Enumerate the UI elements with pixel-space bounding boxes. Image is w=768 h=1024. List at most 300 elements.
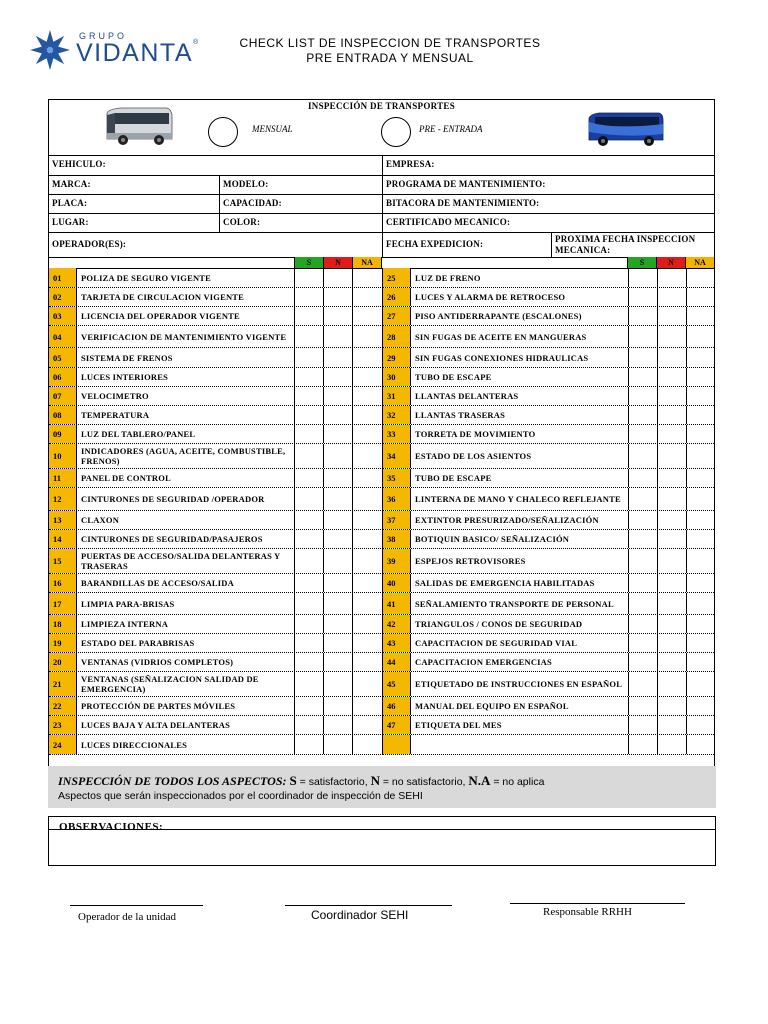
- check-not-satisfactory-cell[interactable]: [657, 549, 686, 573]
- check-not-applicable-cell[interactable]: [352, 549, 381, 573]
- item-label: TARJETA DE CIRCULACION VIGENTE: [76, 288, 294, 306]
- check-satisfactory-cell[interactable]: [294, 348, 323, 367]
- hr-signature-line[interactable]: [510, 903, 685, 904]
- check-not-satisfactory-cell[interactable]: [657, 368, 686, 386]
- logo-brand-name: VIDANTA: [76, 39, 193, 67]
- check-satisfactory-cell[interactable]: [628, 368, 657, 386]
- checklist-item: [49, 593, 381, 615]
- info-row-vehicle: [49, 156, 714, 176]
- check-satisfactory-cell[interactable]: [628, 716, 657, 734]
- check-not-satisfactory-cell[interactable]: [323, 368, 352, 386]
- check-not-applicable-cell[interactable]: [352, 406, 381, 424]
- check-not-satisfactory-cell[interactable]: [657, 387, 686, 405]
- check-not-applicable-cell[interactable]: [686, 574, 715, 592]
- company-field[interactable]: EMPRESA:: [386, 159, 435, 169]
- check-not-satisfactory-cell[interactable]: [657, 469, 686, 487]
- item-label: LICENCIA DEL OPERADOR VIGENTE: [76, 307, 294, 325]
- check-not-satisfactory-cell[interactable]: [657, 307, 686, 325]
- plate-field[interactable]: PLACA:: [52, 198, 88, 208]
- check-not-applicable-cell[interactable]: [686, 326, 715, 347]
- check-not-applicable-cell[interactable]: [686, 387, 715, 405]
- check-satisfactory-cell[interactable]: [628, 549, 657, 573]
- checklist-item: [383, 634, 714, 653]
- check-not-satisfactory-cell[interactable]: [323, 307, 352, 325]
- capacity-field[interactable]: CAPACIDAD:: [223, 198, 282, 208]
- check-not-applicable-cell[interactable]: [686, 672, 715, 696]
- check-not-applicable-cell[interactable]: [352, 716, 381, 734]
- check-not-applicable-cell[interactable]: [352, 735, 381, 754]
- item-label: ESTADO DE LOS ASIENTOS: [410, 444, 628, 468]
- check-not-applicable-cell[interactable]: [352, 488, 381, 510]
- item-label: ETIQUETADO DE INSTRUCCIONES EN ESPAÑOL: [410, 672, 628, 696]
- check-satisfactory-cell[interactable]: [628, 672, 657, 696]
- item-number: 26: [383, 288, 410, 306]
- item-label: LIMPIA PARA-BRISAS: [76, 593, 294, 614]
- legend-divider: [381, 257, 382, 268]
- checklist-item: [49, 425, 381, 444]
- check-not-applicable-cell[interactable]: [686, 615, 715, 633]
- item-number: 23: [49, 716, 76, 734]
- check-satisfactory-cell[interactable]: [294, 574, 323, 592]
- brand-field[interactable]: MARCA:: [52, 179, 91, 189]
- check-not-satisfactory-cell[interactable]: [657, 615, 686, 633]
- check-not-applicable-cell[interactable]: [352, 530, 381, 548]
- check-satisfactory-cell[interactable]: [294, 469, 323, 487]
- check-satisfactory-cell[interactable]: [294, 326, 323, 347]
- item-number: 13: [49, 511, 76, 529]
- check-not-satisfactory-cell[interactable]: [323, 549, 352, 573]
- check-not-applicable-cell[interactable]: [686, 406, 715, 424]
- check-not-applicable-cell[interactable]: [352, 348, 381, 367]
- check-satisfactory-cell[interactable]: [628, 326, 657, 347]
- check-not-applicable-cell[interactable]: [352, 368, 381, 386]
- check-satisfactory-cell[interactable]: [628, 425, 657, 443]
- item-number: 22: [49, 697, 76, 715]
- item-label: LLANTAS TRASERAS: [410, 406, 628, 424]
- next-inspection-date-field[interactable]: PROXIMA FECHA INSPECCION MECANICA:: [555, 234, 696, 255]
- item-number: 46: [383, 697, 410, 715]
- check-satisfactory-cell[interactable]: [628, 574, 657, 592]
- check-not-satisfactory-cell[interactable]: [657, 716, 686, 734]
- item-number: 45: [383, 672, 410, 696]
- item-number: 24: [49, 735, 76, 754]
- check-satisfactory-cell[interactable]: [294, 307, 323, 325]
- check-satisfactory-cell[interactable]: [628, 444, 657, 468]
- check-satisfactory-cell[interactable]: [294, 387, 323, 405]
- check-not-satisfactory-cell[interactable]: [657, 653, 686, 671]
- color-field[interactable]: COLOR:: [223, 217, 261, 227]
- check-not-satisfactory-cell[interactable]: [323, 653, 352, 671]
- checklist-item: [49, 716, 381, 735]
- check-satisfactory-cell[interactable]: [294, 511, 323, 529]
- location-field[interactable]: LUGAR:: [52, 217, 89, 227]
- check-not-satisfactory-cell[interactable]: [657, 672, 686, 696]
- check-not-satisfactory-cell[interactable]: [657, 406, 686, 424]
- notes-na-text: = no aplica: [490, 776, 545, 788]
- check-not-applicable-cell[interactable]: [352, 444, 381, 468]
- item-number: 14: [49, 530, 76, 548]
- check-satisfactory-cell[interactable]: [628, 288, 657, 306]
- check-not-satisfactory-cell[interactable]: [323, 387, 352, 405]
- tour-bus-icon: [585, 108, 665, 150]
- checklist-item: [49, 348, 381, 368]
- item-label: INDICADORES (AGUA, ACEITE, COMBUSTIBLE, FRENOS): [76, 444, 294, 468]
- checklist-item: [383, 307, 714, 326]
- item-number: 08: [49, 406, 76, 424]
- check-not-applicable-cell[interactable]: [352, 469, 381, 487]
- check-not-satisfactory-cell[interactable]: [323, 348, 352, 367]
- check-not-satisfactory-cell[interactable]: [657, 697, 686, 715]
- item-label: SIN FUGAS CONEXIONES HIDRAULICAS: [410, 348, 628, 367]
- checklist-right: [382, 268, 714, 755]
- item-number: 32: [383, 406, 410, 424]
- check-not-satisfactory-cell[interactable]: [657, 634, 686, 652]
- item-number: 04: [49, 326, 76, 347]
- item-label: TUBO DE ESCAPE: [410, 469, 628, 487]
- check-not-applicable-cell[interactable]: [352, 593, 381, 614]
- item-label: SIN FUGAS DE ACEITE EN MANGUERAS: [410, 326, 628, 347]
- check-not-applicable-cell[interactable]: [352, 288, 381, 306]
- check-not-applicable-cell[interactable]: [686, 735, 715, 754]
- item-number: [383, 735, 410, 754]
- check-not-applicable-cell[interactable]: [686, 653, 715, 671]
- observations-box[interactable]: [48, 816, 716, 866]
- item-number: 15: [49, 549, 76, 573]
- logo-registered-mark: ®: [193, 39, 199, 46]
- check-satisfactory-cell[interactable]: [294, 716, 323, 734]
- monthly-option-label: MENSUAL: [252, 124, 293, 134]
- item-label: SEÑALAMIENTO TRANSPORTE DE PERSONAL: [410, 593, 628, 614]
- item-label: TRIANGULOS / CONOS DE SEGURIDAD: [410, 615, 628, 633]
- check-not-satisfactory-cell[interactable]: [323, 672, 352, 696]
- item-label: TEMPERATURA: [76, 406, 294, 424]
- checklist-item: [49, 444, 381, 469]
- banner-title: INSPECCIÓN DE TRANSPORTES: [307, 101, 456, 111]
- check-not-satisfactory-cell[interactable]: [657, 593, 686, 614]
- legend-not-applicable: NA: [685, 257, 714, 268]
- check-not-satisfactory-cell[interactable]: [657, 288, 686, 306]
- notes-n-key: N: [370, 773, 380, 788]
- item-number: 28: [383, 326, 410, 347]
- notes-na-key: N.A: [468, 773, 491, 788]
- checklist-item: [49, 634, 381, 653]
- check-not-satisfactory-cell[interactable]: [657, 268, 686, 287]
- checklist-item: [49, 653, 381, 672]
- item-number: 33: [383, 425, 410, 443]
- item-number: 47: [383, 716, 410, 734]
- checklist-item: [383, 735, 714, 755]
- notes-n-text: = no satisfactorio,: [379, 776, 469, 788]
- item-number: 06: [49, 368, 76, 386]
- check-not-applicable-cell[interactable]: [686, 348, 715, 367]
- check-satisfactory-cell[interactable]: [294, 653, 323, 671]
- check-not-applicable-cell[interactable]: [686, 288, 715, 306]
- item-label: VERIFICACION DE MANTENIMIENTO VIGENTE: [76, 326, 294, 347]
- check-not-applicable-cell[interactable]: [352, 307, 381, 325]
- check-not-applicable-cell[interactable]: [352, 634, 381, 652]
- item-label: MANUAL DEL EQUIPO EN ESPAÑOL: [410, 697, 628, 715]
- item-number: 30: [383, 368, 410, 386]
- check-not-satisfactory-cell[interactable]: [657, 425, 686, 443]
- check-satisfactory-cell[interactable]: [628, 348, 657, 367]
- item-number: 05: [49, 348, 76, 367]
- item-label: LUCES INTERIORES: [76, 368, 294, 386]
- check-not-satisfactory-cell[interactable]: [323, 593, 352, 614]
- item-label: LINTERNA DE MANO Y CHALECO REFLEJANTE: [410, 488, 628, 510]
- checklist-item: [49, 697, 381, 716]
- check-not-satisfactory-cell[interactable]: [323, 425, 352, 443]
- check-satisfactory-cell[interactable]: [628, 697, 657, 715]
- item-label: CAPACITACION EMERGENCIAS: [410, 653, 628, 671]
- legend-satisfactory: S: [627, 257, 656, 268]
- check-not-applicable-cell[interactable]: [686, 488, 715, 510]
- check-not-satisfactory-cell[interactable]: [657, 348, 686, 367]
- checklist-item: [383, 288, 714, 307]
- check-not-satisfactory-cell[interactable]: [657, 530, 686, 548]
- check-satisfactory-cell[interactable]: [294, 593, 323, 614]
- check-not-applicable-cell[interactable]: [352, 615, 381, 633]
- check-not-satisfactory-cell[interactable]: [323, 511, 352, 529]
- check-not-applicable-cell[interactable]: [352, 653, 381, 671]
- check-not-satisfactory-cell[interactable]: [657, 511, 686, 529]
- check-not-satisfactory-cell[interactable]: [323, 268, 352, 287]
- check-not-satisfactory-cell[interactable]: [657, 444, 686, 468]
- check-not-applicable-cell[interactable]: [352, 268, 381, 287]
- checklist-item: [49, 530, 381, 549]
- check-not-applicable-cell[interactable]: [686, 368, 715, 386]
- legend-not-satisfactory: N: [323, 257, 352, 268]
- model-field[interactable]: MODELO:: [223, 179, 269, 189]
- item-number: 44: [383, 653, 410, 671]
- check-satisfactory-cell[interactable]: [628, 406, 657, 424]
- operator-signature-line[interactable]: [70, 905, 203, 906]
- check-satisfactory-cell[interactable]: [628, 387, 657, 405]
- item-number: 07: [49, 387, 76, 405]
- item-number: 19: [49, 634, 76, 652]
- item-label: POLIZA DE SEGURO VIGENTE: [76, 268, 294, 287]
- checklist-item: [49, 469, 381, 488]
- check-satisfactory-cell[interactable]: [294, 488, 323, 510]
- item-number: 37: [383, 511, 410, 529]
- document-title: CHECK LIST DE INSPECCION DE TRANSPORTES: [239, 36, 541, 50]
- check-satisfactory-cell[interactable]: [628, 735, 657, 754]
- check-not-applicable-cell[interactable]: [686, 593, 715, 614]
- checklist-item: [49, 672, 381, 697]
- check-satisfactory-cell[interactable]: [294, 268, 323, 287]
- vidanta-logo: [28, 28, 208, 74]
- check-satisfactory-cell[interactable]: [628, 268, 657, 287]
- check-satisfactory-cell[interactable]: [628, 530, 657, 548]
- operator-signature-label: Operador de la unidad: [78, 911, 177, 923]
- check-not-applicable-cell[interactable]: [686, 697, 715, 715]
- operators-field[interactable]: OPERADOR(ES):: [52, 239, 127, 249]
- item-number: 10: [49, 444, 76, 468]
- check-satisfactory-cell[interactable]: [294, 615, 323, 633]
- checklist-item: [383, 268, 714, 288]
- check-not-applicable-cell[interactable]: [686, 444, 715, 468]
- checklist-left: [49, 268, 381, 755]
- check-satisfactory-cell[interactable]: [294, 634, 323, 652]
- inspection-banner: [49, 100, 714, 156]
- checklist-item: [49, 615, 381, 634]
- check-not-applicable-cell[interactable]: [352, 387, 381, 405]
- maintenance-program-field[interactable]: PROGRAMA DE MANTENIMIENTO:: [386, 179, 546, 189]
- check-satisfactory-cell[interactable]: [628, 307, 657, 325]
- item-number: 29: [383, 348, 410, 367]
- notes-s-key: S: [289, 773, 297, 788]
- item-label: CINTURONES DE SEGURIDAD/PASAJEROS: [76, 530, 294, 548]
- checklist-item: [383, 444, 714, 469]
- checklist-item: [383, 672, 714, 697]
- info-row-brand: [49, 176, 714, 195]
- item-label: TUBO DE ESCAPE: [410, 368, 628, 386]
- check-not-satisfactory-cell[interactable]: [323, 697, 352, 715]
- checklist-item: [383, 574, 714, 593]
- item-number: 16: [49, 574, 76, 592]
- mechanical-certificate-field[interactable]: CERTIFICADO MECANICO:: [386, 217, 511, 227]
- monthly-option-circle[interactable]: [208, 117, 238, 147]
- checklist-item: [383, 387, 714, 406]
- checklist-item: [49, 406, 381, 425]
- inspection-form: [48, 99, 715, 767]
- item-label: LLANTAS DELANTERAS: [410, 387, 628, 405]
- item-number: 01: [49, 268, 76, 287]
- check-not-satisfactory-cell[interactable]: [323, 735, 352, 754]
- check-not-applicable-cell[interactable]: [686, 268, 715, 287]
- check-satisfactory-cell[interactable]: [294, 735, 323, 754]
- item-number: 41: [383, 593, 410, 614]
- checklist-item: [49, 288, 381, 307]
- checklist-item: [383, 326, 714, 348]
- item-label: BOTIQUIN BASICO/ SEÑALIZACIÓN: [410, 530, 628, 548]
- checklist-item: [383, 425, 714, 444]
- check-satisfactory-cell[interactable]: [294, 425, 323, 443]
- check-satisfactory-cell[interactable]: [294, 697, 323, 715]
- check-not-satisfactory-cell[interactable]: [323, 288, 352, 306]
- item-number: 36: [383, 488, 410, 510]
- check-not-applicable-cell[interactable]: [352, 425, 381, 443]
- check-not-satisfactory-cell[interactable]: [657, 488, 686, 510]
- check-not-satisfactory-cell[interactable]: [323, 574, 352, 592]
- maintenance-log-field[interactable]: BITACORA DE MANTENIMIENTO:: [386, 198, 540, 208]
- item-number: 21: [49, 672, 76, 696]
- item-label: ESPEJOS RETROVISORES: [410, 549, 628, 573]
- coordinator-signature-line[interactable]: [285, 905, 452, 906]
- item-label: SISTEMA DE FRENOS: [76, 348, 294, 367]
- legend-not-applicable: NA: [352, 257, 381, 268]
- checklist-item: [49, 387, 381, 406]
- check-not-applicable-cell[interactable]: [686, 549, 715, 573]
- checklist-item: [49, 268, 381, 288]
- check-satisfactory-cell[interactable]: [628, 511, 657, 529]
- item-number: 09: [49, 425, 76, 443]
- checklist-item: [383, 488, 714, 511]
- checklist-item: [383, 511, 714, 530]
- check-not-satisfactory-cell[interactable]: [323, 469, 352, 487]
- document-subtitle: PRE ENTRADA Y MENSUAL: [306, 51, 474, 65]
- item-label: SALIDAS DE EMERGENCIA HABILITADAS: [410, 574, 628, 592]
- check-satisfactory-cell[interactable]: [294, 406, 323, 424]
- item-label: PISO ANTIDERRAPANTE (ESCALONES): [410, 307, 628, 325]
- check-not-satisfactory-cell[interactable]: [323, 444, 352, 468]
- check-not-applicable-cell[interactable]: [352, 672, 381, 696]
- item-label: VENTANAS (SEÑALIZACION SALIDAD DE EMERGENCIA): [76, 672, 294, 696]
- check-satisfactory-cell[interactable]: [294, 444, 323, 468]
- item-label: EXTINTOR PRESURIZADO/SEÑALIZACIÓN: [410, 511, 628, 529]
- check-not-satisfactory-cell[interactable]: [657, 574, 686, 592]
- check-not-applicable-cell[interactable]: [352, 326, 381, 347]
- check-not-satisfactory-cell[interactable]: [657, 326, 686, 347]
- check-not-satisfactory-cell[interactable]: [323, 326, 352, 347]
- check-satisfactory-cell[interactable]: [628, 593, 657, 614]
- check-satisfactory-cell[interactable]: [294, 549, 323, 573]
- checklist-item: [49, 574, 381, 593]
- item-number: 39: [383, 549, 410, 573]
- check-not-applicable-cell[interactable]: [352, 511, 381, 529]
- check-not-applicable-cell[interactable]: [686, 511, 715, 529]
- check-not-applicable-cell[interactable]: [686, 425, 715, 443]
- info-row-location: [49, 214, 714, 233]
- notes-heading: INSPECCIÓN DE TODOS LOS ASPECTOS:: [58, 774, 287, 788]
- checklist-item: [49, 307, 381, 326]
- check-satisfactory-cell[interactable]: [628, 634, 657, 652]
- item-label: LUCES Y ALARMA DE RETROCESO: [410, 288, 628, 306]
- check-satisfactory-cell[interactable]: [628, 615, 657, 633]
- check-not-satisfactory-cell[interactable]: [657, 735, 686, 754]
- check-not-applicable-cell[interactable]: [686, 634, 715, 652]
- item-label: PANEL DE CONTROL: [76, 469, 294, 487]
- check-not-satisfactory-cell[interactable]: [323, 716, 352, 734]
- check-satisfactory-cell[interactable]: [294, 288, 323, 306]
- check-not-applicable-cell[interactable]: [686, 307, 715, 325]
- item-number: 43: [383, 634, 410, 652]
- check-not-applicable-cell[interactable]: [352, 697, 381, 715]
- check-satisfactory-cell[interactable]: [294, 530, 323, 548]
- item-number: 17: [49, 593, 76, 614]
- pre-entry-option-circle[interactable]: [381, 117, 411, 147]
- checklist-item: [383, 697, 714, 716]
- check-not-applicable-cell[interactable]: [686, 469, 715, 487]
- check-satisfactory-cell[interactable]: [628, 653, 657, 671]
- item-number: 20: [49, 653, 76, 671]
- item-label: CLAXON: [76, 511, 294, 529]
- checklist-item: [383, 368, 714, 387]
- check-satisfactory-cell[interactable]: [628, 488, 657, 510]
- vehicle-field[interactable]: VEHICULO:: [52, 159, 106, 169]
- check-satisfactory-cell[interactable]: [294, 368, 323, 386]
- check-satisfactory-cell[interactable]: [628, 469, 657, 487]
- item-number: 02: [49, 288, 76, 306]
- check-not-applicable-cell[interactable]: [352, 574, 381, 592]
- legend-satisfactory: S: [294, 257, 323, 268]
- item-label: ESTADO DEL PARABRISAS: [76, 634, 294, 652]
- checklist-item: [383, 348, 714, 368]
- check-not-satisfactory-cell[interactable]: [323, 406, 352, 424]
- item-label: PUERTAS DE ACCESO/SALIDA DELANTERAS Y TRASERAS: [76, 549, 294, 573]
- check-not-applicable-cell[interactable]: [686, 530, 715, 548]
- check-not-applicable-cell[interactable]: [686, 716, 715, 734]
- check-not-satisfactory-cell[interactable]: [323, 634, 352, 652]
- item-number: 18: [49, 615, 76, 633]
- check-satisfactory-cell[interactable]: [294, 672, 323, 696]
- check-not-satisfactory-cell[interactable]: [323, 488, 352, 510]
- item-label: PROTECCIÓN DE PARTES MÓVILES: [76, 697, 294, 715]
- issue-date-field[interactable]: FECHA EXPEDICION:: [386, 239, 484, 249]
- item-number: 40: [383, 574, 410, 592]
- check-not-satisfactory-cell[interactable]: [323, 615, 352, 633]
- check-not-satisfactory-cell[interactable]: [323, 530, 352, 548]
- coach-bus-icon: [101, 105, 175, 149]
